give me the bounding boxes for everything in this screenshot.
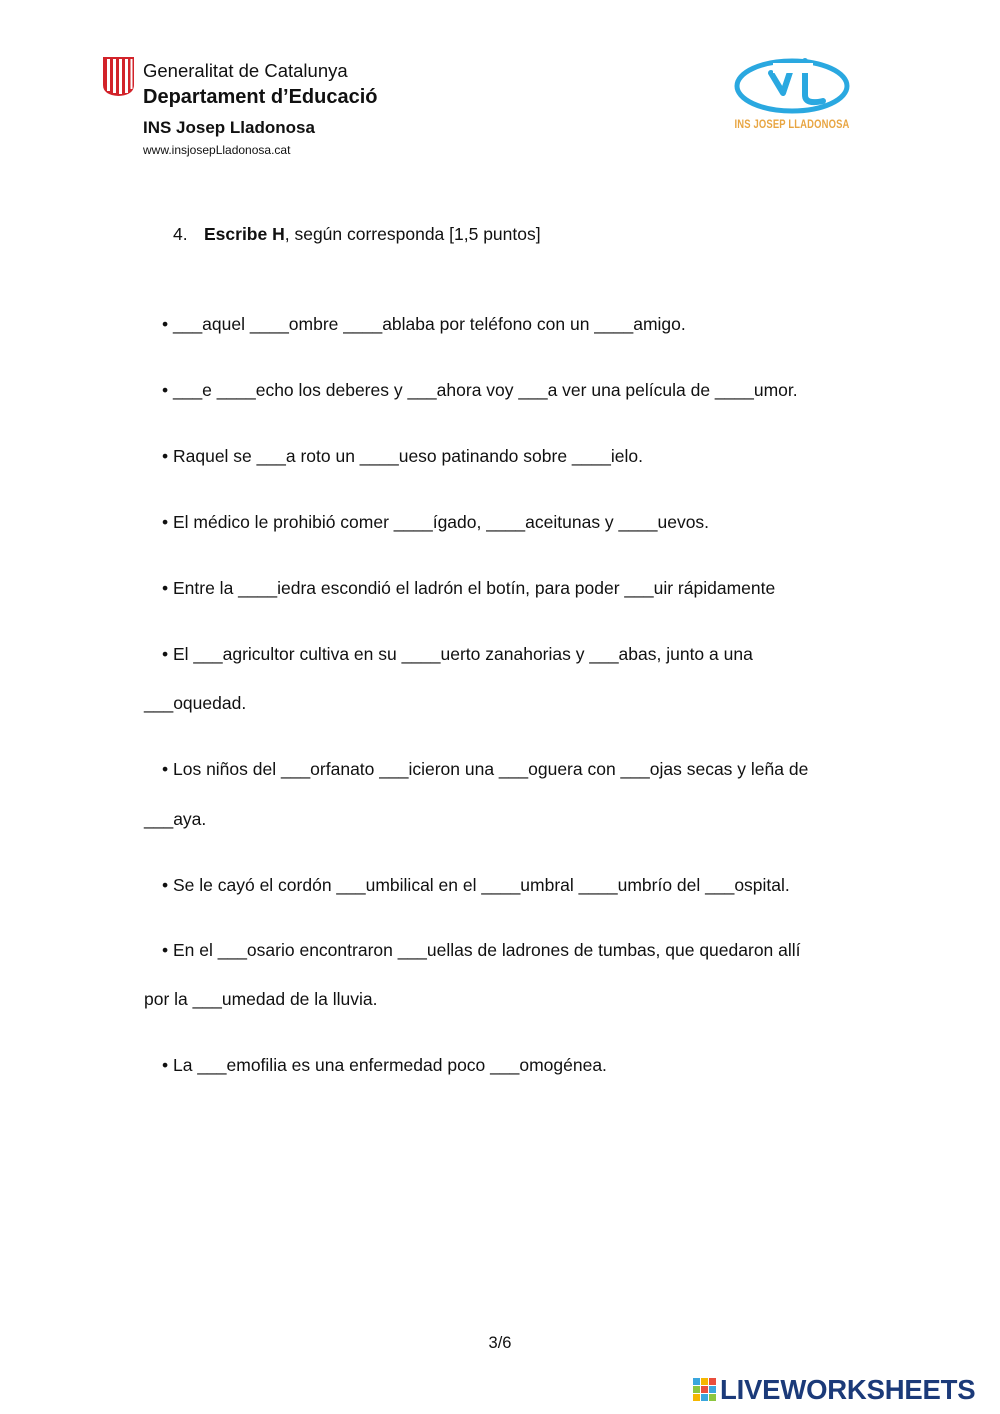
exercise-line: • ___e ____echo los deberes y ___ahora voy ___a ver una película de ____umor. xyxy=(162,380,798,400)
exercise-line: • ___aquel ____ombre ____ablaba por teléfono con un ____amigo. xyxy=(162,314,686,334)
government-name: Generalitat de Catalunya xyxy=(143,60,348,81)
liveworksheets-blocks-icon xyxy=(693,1378,717,1402)
question-detail: , según corresponda [1,5 puntos] xyxy=(284,224,541,244)
school-name: INS Josep Lladonosa xyxy=(143,118,315,137)
liveworksheets-brand[interactable] xyxy=(693,1374,975,1406)
exercise-line-continuation: ___aya. xyxy=(144,809,207,829)
school-logo-text: INS JOSEP LLADONOSA xyxy=(734,119,850,131)
generalitat-logo xyxy=(101,55,136,97)
question-number: 4. xyxy=(173,224,188,244)
school-logo xyxy=(733,55,851,117)
exercise-line-continuation: ___oquedad. xyxy=(144,693,247,713)
exercise-line: • Entre la ____iedra escondió el ladrón el botín, para poder ___uir rápidamente xyxy=(162,578,776,598)
exercise-line: • En el ___osario encontraron ___uellas de ladrones de tumbas, que quedaron allí xyxy=(162,940,801,960)
exercise-line: • Raquel se ___a roto un ____ueso patinando sobre ____ielo. xyxy=(162,446,643,466)
exercise-line: • Los niños del ___orfanato ___icieron una ___oguera con ___ojas secas y leña de xyxy=(162,759,809,779)
exercise-line: • La ___emofilia es una enfermedad poco ___omogénea. xyxy=(162,1055,607,1075)
liveworksheets-wordmark: LIVEWORKSHEETS xyxy=(720,1374,976,1405)
exercise-line: • Se le cayó el cordón ___umbilical en el ____umbral ____umbrío del ___ospital. xyxy=(162,875,790,895)
school-website: www.insjosepLladonosa.cat xyxy=(143,143,291,157)
exercise-line: • El médico le prohibió comer ____ígado, ____aceitunas y ____uevos. xyxy=(162,512,710,532)
page-number: 3/6 xyxy=(488,1334,512,1352)
exercise-line-continuation: por la ___umedad de la lluvia. xyxy=(144,989,378,1009)
exercise-line: • El ___agricultor cultiva en su ____uerto zanahorias y ___abas, junto a una xyxy=(162,644,753,664)
question-instruction: Escribe H xyxy=(204,224,285,244)
department-name: Departament d’Educació xyxy=(143,86,378,108)
question-title xyxy=(173,224,541,245)
